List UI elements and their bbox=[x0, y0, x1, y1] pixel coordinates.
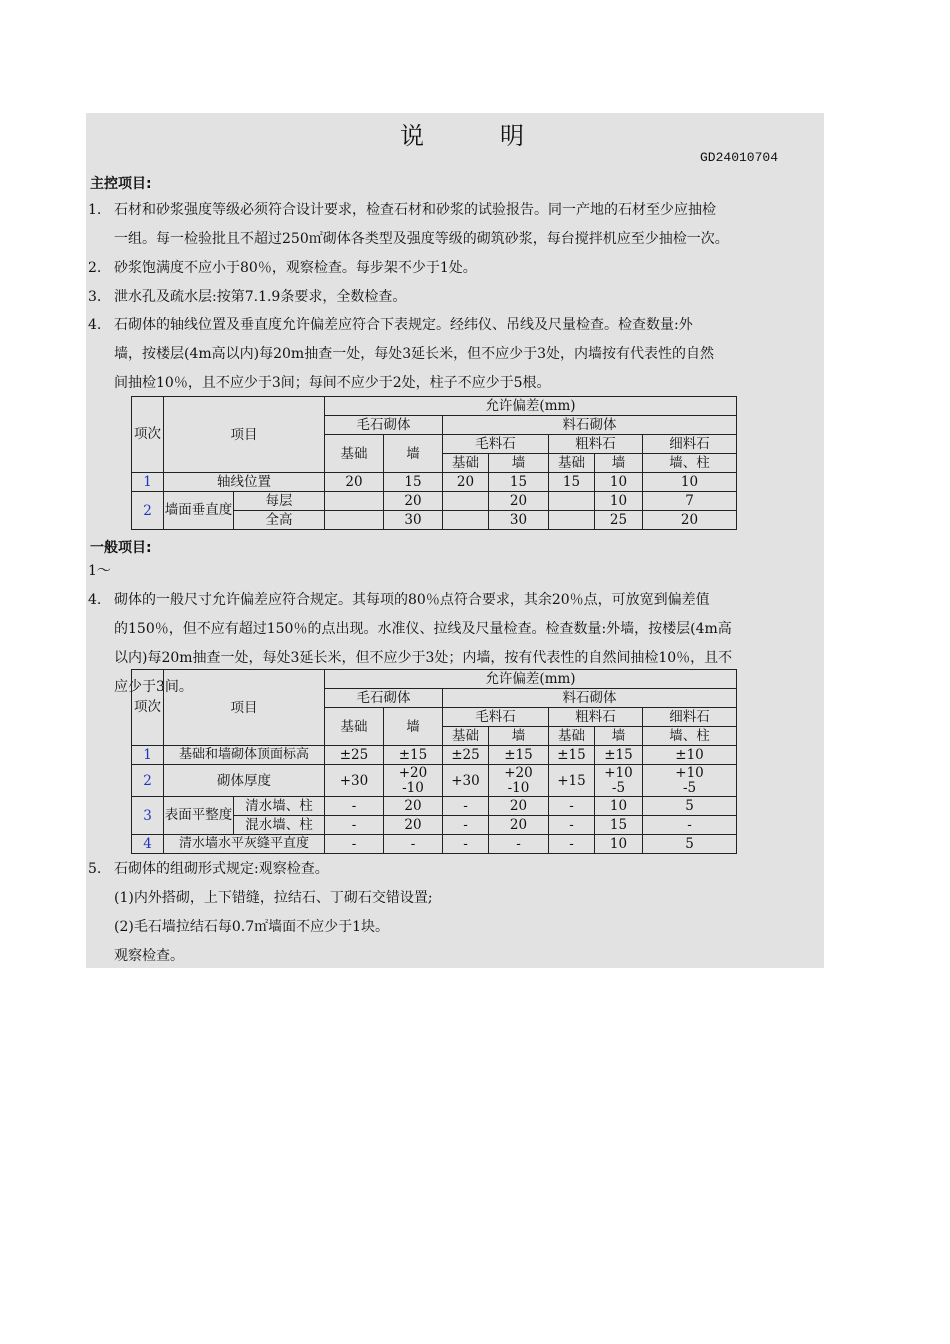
col-header-allow: 允许偏差(mm) bbox=[325, 670, 737, 689]
col-header-wall: 墙 bbox=[384, 708, 443, 746]
col-header-rubble: 毛石砌体 bbox=[325, 689, 443, 708]
col-header-rubble: 毛石砌体 bbox=[325, 416, 443, 435]
table-row: 4 清水墙水平灰缝平直度 - - - - - 10 5 bbox=[132, 835, 737, 854]
col-header-wall-column: 墙、柱 bbox=[643, 454, 737, 473]
main-item-5: 5. 石砌体的组砌形式规定:观察检查。 (1)内外搭砌，上下错缝，拉结石、丁砌石交错设置; (2)毛石墙拉结石每0.7㎡墙面不应少于1块。 观察检查。 bbox=[88, 861, 433, 964]
main-item-1: 1. 石材和砂浆强度等级必须符合设计要求，检查石材和砂浆的试验报告。同一产地的石材至少应抽检 一组。每一检验批且不超过250㎡砌体各类型及强度等级的砌筑砂浆，每台搅拌机应至少抽检一次。 bbox=[88, 202, 729, 247]
page-title: 说 明 bbox=[400, 122, 550, 150]
table-row: 2 墙面垂直度 每层 20 20 10 7 bbox=[132, 492, 737, 511]
general-heading: 一般项目: bbox=[90, 540, 152, 556]
col-header-foundation: 基础 bbox=[443, 727, 489, 746]
col-header-wall: 墙 bbox=[384, 435, 443, 473]
table-row: 1 轴线位置 20 15 20 15 15 10 10 bbox=[132, 473, 737, 492]
col-header-wall: 墙 bbox=[489, 454, 549, 473]
col-header-coarse: 粗料石 bbox=[549, 708, 643, 727]
col-header-allow: 允许偏差(mm) bbox=[325, 397, 737, 416]
main-control-heading: 主控项目: bbox=[90, 176, 152, 192]
main-item-2: 2. 砂浆饱满度不应小于80％，观察检查。每步架不少于1处。 bbox=[88, 260, 477, 276]
tolerance-table-general bbox=[131, 669, 737, 854]
table-row: 3 表面平整度 清水墙、柱 - 20 - 20 - 10 5 bbox=[132, 797, 737, 816]
table-row: 全高 30 30 25 20 bbox=[132, 511, 737, 530]
col-header-rough: 毛料石 bbox=[443, 708, 549, 727]
col-header-item: 项目 bbox=[164, 670, 325, 746]
col-header-foundation: 基础 bbox=[549, 727, 595, 746]
col-header-coarse: 粗料石 bbox=[549, 435, 643, 454]
col-header-foundation: 基础 bbox=[443, 454, 489, 473]
col-header-fine: 细料石 bbox=[643, 708, 737, 727]
col-header-item: 项目 bbox=[164, 397, 325, 473]
main-item-3: 3. 泄水孔及疏水层:按第7.1.9条要求，全数检查。 bbox=[88, 289, 407, 305]
table-row: 2 砌体厚度 +30 +20 -10 +30 +20 -10 +15 +10 -5 +10 -5 bbox=[132, 765, 737, 797]
col-header-foundation: 基础 bbox=[549, 454, 595, 473]
col-header-wall-column: 墙、柱 bbox=[643, 727, 737, 746]
col-header-wall: 墙 bbox=[595, 454, 643, 473]
col-header-wall: 墙 bbox=[595, 727, 643, 746]
general-item: 1～4. 砌体的一般尺寸允许偏差应符合规定。其每项的80％点符合要求，其余20％点，可放宽到偏差值 的150％，但不应有超过150％的点出现。水准仪、拉线及尺量检查。检查数量:外墙，按楼层(4m高 以内)每20m抽查一处，每处3延长米，但不应少于3处；内墙，按有代表性的自然间抽检10％，且不 应少于3间。 bbox=[88, 563, 733, 695]
col-header-fine: 细料石 bbox=[643, 435, 737, 454]
col-header-idx: 项次 bbox=[132, 397, 164, 473]
table-row: 1 基础和墙砌体顶面标高 ±25 ±15 ±25 ±15 ±15 ±15 ±10 bbox=[132, 746, 737, 765]
tolerance-table-main bbox=[131, 396, 737, 530]
col-header-rough: 毛料石 bbox=[443, 435, 549, 454]
col-header-wall: 墙 bbox=[489, 727, 549, 746]
col-header-dressed: 料石砌体 bbox=[443, 416, 737, 435]
table-row: 混水墙、柱 - 20 - 20 - 15 - bbox=[132, 816, 737, 835]
document-code: GD24010704 bbox=[700, 150, 779, 165]
col-header-idx: 项次 bbox=[132, 670, 164, 746]
main-item-4: 4. 石砌体的轴线位置及垂直度允许偏差应符合下表规定。经纬仪、吊线及尺量检查。检查数量:外 墙，按楼层(4m高以内)每20m抽查一处，每处3延长米，但不应少于3处，内墙按有代表性的自然 间抽检10％，且不应少于3间；每间不应少于2处，柱子不应少于5根。 bbox=[88, 317, 715, 391]
col-header-foundation: 基础 bbox=[325, 708, 384, 746]
col-header-foundation: 基础 bbox=[325, 435, 384, 473]
col-header-dressed: 料石砌体 bbox=[443, 689, 737, 708]
